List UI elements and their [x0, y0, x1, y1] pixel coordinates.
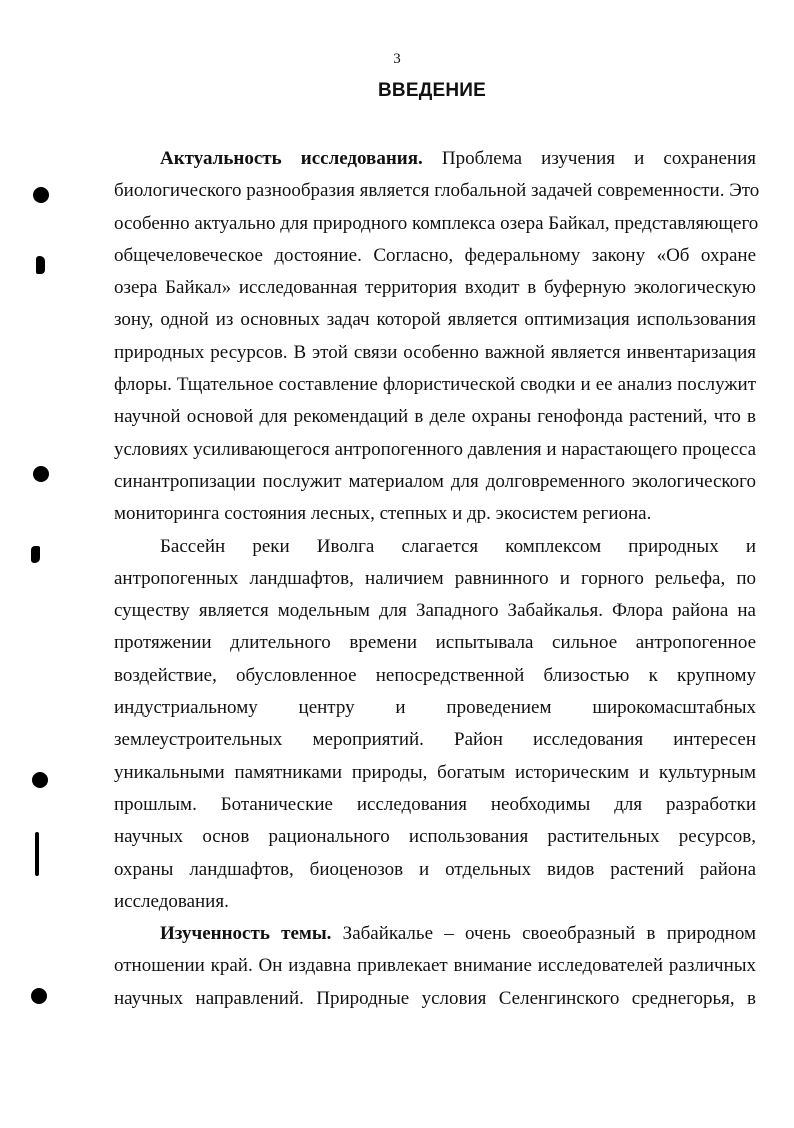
text-line: синантропизации послужит материалом для долговременного экологического — [114, 470, 756, 492]
scan-artifact-mark — [36, 256, 45, 274]
text-line: зону, одной из основных задач которой является оптимизация использования — [114, 309, 756, 331]
paragraph-study-history — [114, 918, 756, 1015]
paragraph-relevance — [114, 143, 760, 531]
text-line: Актуальность исследования. Проблема изучения и сохранения — [160, 148, 756, 169]
text-line: антропогенных ландшафтов, наличием равнинного и горного рельефа, по — [114, 567, 756, 589]
text-line: воздействие, обусловленное непосредственной близостью к крупному — [114, 664, 756, 686]
paragraph-basin — [114, 531, 756, 919]
text-line: научных основ рационального использования растительных ресурсов, — [114, 826, 756, 848]
text-line: уникальными памятниками природы, богатым историческим и культурным — [114, 761, 756, 783]
text-line: прошлым. Ботанические исследования необходимы для разработки — [114, 793, 756, 815]
text-line: Бассейн реки Иволга слагается комплексом природных и — [160, 535, 756, 557]
binder-hole-mark — [31, 988, 47, 1004]
text-line: индустриальному центру и проведением широкомасштабных — [114, 697, 756, 719]
text-line: научных направлений. Природные условия Селенгинского среднегорья, в — [114, 987, 756, 1009]
page-number: 3 — [393, 51, 401, 67]
text-line: мониторинга состояния лесных, степных и др. экосистем региона. — [114, 503, 652, 525]
text-line: землеустроительных мероприятий. Район исследования интересен — [114, 729, 756, 751]
section-lead-study-history: Изученность темы. — [160, 923, 332, 945]
text-line: озера Байкал» исследованная территория входит в буферную экологическую — [114, 277, 756, 299]
text-line: общечеловеческое достояние. Согласно, федеральному закону «Об охране — [114, 244, 756, 266]
section-lead-relevance: Актуальность исследования. — [160, 148, 423, 169]
text-line: существу является модельным для Западного Забайкалья. Флора района на — [114, 600, 756, 622]
binder-hole-mark — [33, 466, 49, 482]
document-body — [114, 143, 760, 1015]
scan-artifact-mark — [35, 832, 39, 876]
text-line: условиях усиливающегося антропогенного давления и нарастающего процесса — [114, 438, 756, 460]
text-line: отношении край. Он издавна привлекает внимание исследователей различных — [114, 955, 756, 977]
text-line: биологического разнообразия является глобальной задачей современности. Это — [114, 180, 760, 202]
text-line: охраны ландшафтов, биоценозов и отдельных видов растений района — [114, 858, 756, 880]
text-line: особенно актуально для природного комплекса озера Байкал, представляющего — [114, 212, 759, 234]
binder-hole-mark — [33, 187, 49, 203]
text-line: исследования. — [114, 890, 229, 912]
text-line: протяжении длительного времени испытывала сильное антропогенное — [114, 632, 756, 654]
text-line: природных ресурсов. В этой связи особенно важной является инвентаризация — [114, 341, 756, 363]
scan-artifact-mark — [31, 546, 40, 563]
page-heading: ВВЕДЕНИЕ — [378, 80, 486, 101]
text-line: флоры. Тщательное составление флористической сводки и ее анализ послужит — [114, 374, 756, 396]
text-line: Изученность темы. Забайкалье – очень своеобразный в природном — [160, 923, 756, 945]
binder-hole-mark — [32, 772, 48, 788]
text-line: научной основой для рекомендаций в деле охраны генофонда растений, что в — [114, 406, 756, 428]
